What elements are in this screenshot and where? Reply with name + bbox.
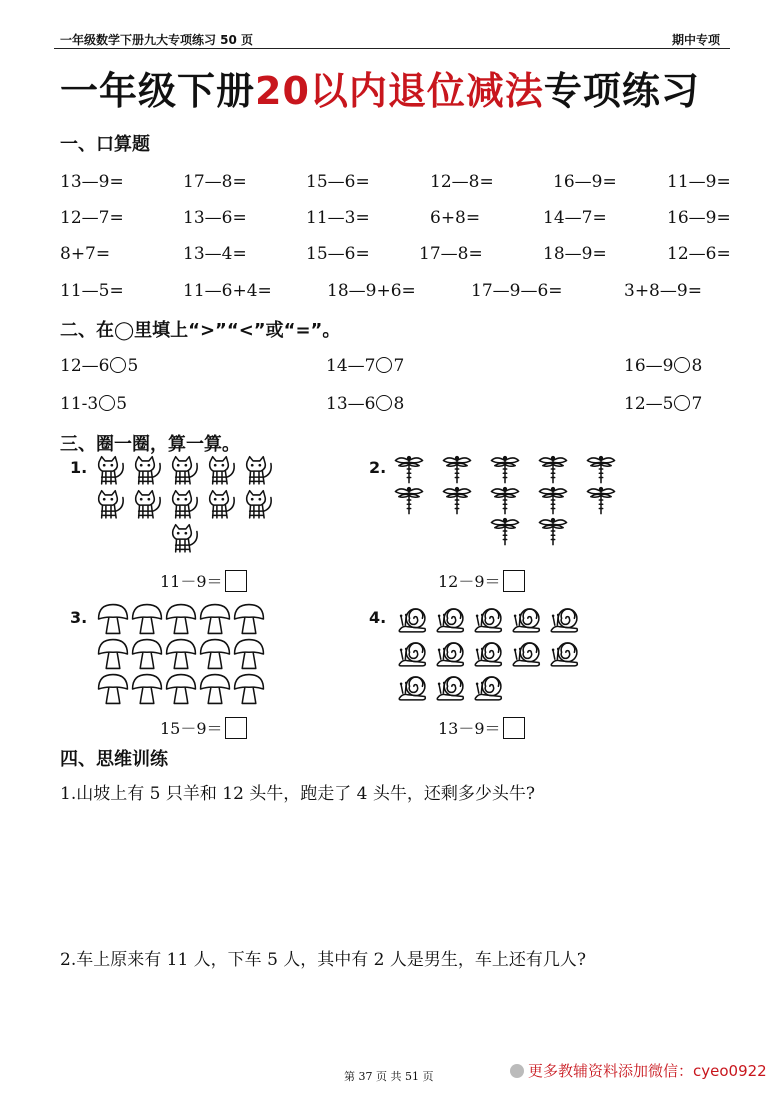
- title-suffix: 专项练习: [543, 69, 700, 113]
- oral-problem: 16—9=: [667, 208, 731, 228]
- oral-problem: 11—6+4=: [183, 281, 272, 301]
- oral-problem: 8+7=: [60, 244, 111, 264]
- cat-icon: [168, 455, 202, 489]
- comparison-left: 13—6: [326, 394, 376, 414]
- cat-icon: [168, 489, 202, 523]
- snail-icon: [510, 637, 544, 671]
- group-number: 4.: [369, 608, 387, 627]
- comparison-right: 5: [127, 356, 139, 376]
- dragonfly-icon: [392, 452, 426, 486]
- answer-circle[interactable]: [674, 357, 690, 373]
- comparison-item: [624, 394, 702, 414]
- mushroom-icon: [164, 672, 198, 706]
- dragonfly-icon: [584, 452, 618, 486]
- word-problem-2: 2.车上原来有 11 人，下车 5 人，其中有 2 人是男生，车上还有几人?: [60, 950, 587, 970]
- snail-icon: [510, 603, 544, 637]
- dragonfly-icon: [536, 452, 570, 486]
- dragonfly-icon: [440, 452, 474, 486]
- cat-icon: [131, 455, 165, 489]
- cat-icon: [131, 489, 165, 523]
- mushroom-icon: [164, 602, 198, 636]
- snail-icon: [548, 603, 582, 637]
- section4-heading: 四、思维训练: [60, 749, 168, 770]
- oral-problem: 15—6=: [306, 244, 370, 264]
- mushroom-icon: [198, 672, 232, 706]
- group-number: 3.: [70, 608, 88, 627]
- header-left: 一年级数学下册九大专项练习 50 页: [60, 33, 254, 47]
- answer-box[interactable]: [503, 717, 525, 739]
- oral-problem: 3+8—9=: [624, 281, 702, 301]
- comparison-right: 8: [691, 356, 703, 376]
- oral-problem: 16—9=: [553, 172, 617, 192]
- oral-problem: 18—9=: [543, 244, 607, 264]
- watermark-text: 更多教辅资料添加微信：cyeo0922: [528, 1062, 767, 1080]
- dragonfly-icon: [440, 483, 474, 517]
- mushroom-icon: [164, 637, 198, 671]
- group-equation: [438, 569, 525, 592]
- title-prefix: 一年级下册: [60, 69, 256, 113]
- group-number: 1.: [70, 458, 88, 477]
- page-number: 第 37 页 共 51 页: [344, 1070, 434, 1083]
- answer-circle[interactable]: [674, 395, 690, 411]
- comparison-left: 11-3: [60, 394, 99, 414]
- oral-problem: 13—6=: [183, 208, 247, 228]
- oral-problem: 13—4=: [183, 244, 247, 264]
- comparison-item: [60, 356, 138, 376]
- group-equation: [160, 569, 247, 592]
- cat-icon: [242, 489, 276, 523]
- cat-icon: [205, 489, 239, 523]
- header-divider: [54, 48, 730, 49]
- oral-problem: 12—7=: [60, 208, 124, 228]
- dragonfly-icon: [536, 514, 570, 548]
- mushroom-icon: [130, 637, 164, 671]
- watermark: [510, 1060, 767, 1081]
- oral-problem: 11—3=: [306, 208, 370, 228]
- comparison-right: 8: [393, 394, 405, 414]
- dragonfly-icon: [392, 483, 426, 517]
- mushroom-icon: [130, 672, 164, 706]
- comparison-right: 5: [116, 394, 128, 414]
- oral-problem: 18—9+6=: [327, 281, 416, 301]
- snail-icon: [548, 637, 582, 671]
- snail-icon: [434, 603, 468, 637]
- mushroom-icon: [232, 637, 266, 671]
- equation-text: 15－9＝: [160, 719, 223, 738]
- comparison-left: 12—5: [624, 394, 674, 414]
- cat-icon: [94, 455, 128, 489]
- snail-icon: [472, 603, 506, 637]
- mushroom-icon: [96, 602, 130, 636]
- wechat-icon: [510, 1064, 524, 1078]
- comparison-right: 7: [393, 356, 405, 376]
- oral-problem: 17—9—6=: [471, 281, 563, 301]
- answer-circle[interactable]: [99, 395, 115, 411]
- comparison-left: 12—6: [60, 356, 110, 376]
- title-highlight: 20以内退位减法: [255, 69, 544, 113]
- section1-heading: 一、口算题: [60, 134, 150, 155]
- mushroom-icon: [130, 602, 164, 636]
- group-number: 2.: [369, 458, 387, 477]
- header-right: 期中专项: [672, 33, 721, 47]
- oral-problem: 17—8=: [183, 172, 247, 192]
- mushroom-icon: [198, 602, 232, 636]
- answer-circle[interactable]: [376, 395, 392, 411]
- comparison-left: 14—7: [326, 356, 376, 376]
- mushroom-icon: [232, 602, 266, 636]
- oral-problem: 14—7=: [543, 208, 607, 228]
- oral-problem: 15—6=: [306, 172, 370, 192]
- oral-problem: 12—6=: [667, 244, 731, 264]
- mushroom-icon: [96, 672, 130, 706]
- group-equation: [160, 716, 247, 739]
- snail-icon: [396, 603, 430, 637]
- section2-heading: 二、在◯里填上“>”“<”或“=”。: [60, 320, 341, 341]
- comparison-right: 7: [691, 394, 703, 414]
- comparison-item: [326, 394, 404, 414]
- oral-problem: 12—8=: [430, 172, 494, 192]
- snail-icon: [396, 637, 430, 671]
- oral-problem: 17—8=: [419, 244, 483, 264]
- cat-icon: [242, 455, 276, 489]
- answer-box[interactable]: [503, 570, 525, 592]
- snail-icon: [434, 637, 468, 671]
- cat-icon: [94, 489, 128, 523]
- answer-circle[interactable]: [110, 357, 126, 373]
- mushroom-icon: [96, 637, 130, 671]
- equation-text: 13－9＝: [438, 719, 501, 738]
- dragonfly-icon: [584, 483, 618, 517]
- snail-icon: [472, 637, 506, 671]
- word-problem-1: 1.山坡上有 5 只羊和 12 头牛，跑走了 4 头牛，还剩多少头牛?: [60, 784, 536, 804]
- comparison-item: [60, 394, 127, 414]
- dragonfly-icon: [488, 514, 522, 548]
- comparison-item: [624, 356, 702, 376]
- oral-problem: 6+8=: [430, 208, 481, 228]
- answer-box[interactable]: [225, 570, 247, 592]
- oral-problem: 13—9=: [60, 172, 124, 192]
- answer-circle[interactable]: [376, 357, 392, 373]
- page-title: [60, 60, 700, 115]
- mushroom-icon: [232, 672, 266, 706]
- comparison-left: 16—9: [624, 356, 674, 376]
- cat-icon: [168, 523, 202, 557]
- dragonfly-icon: [488, 452, 522, 486]
- dragonfly-icon: [536, 483, 570, 517]
- dragonfly-icon: [488, 483, 522, 517]
- oral-problem: 11—9=: [667, 172, 731, 192]
- cat-icon: [205, 455, 239, 489]
- equation-text: 12－9＝: [438, 572, 501, 591]
- snail-icon: [472, 671, 506, 705]
- mushroom-icon: [198, 637, 232, 671]
- comparison-item: [326, 356, 404, 376]
- snail-icon: [396, 671, 430, 705]
- snail-icon: [434, 671, 468, 705]
- answer-box[interactable]: [225, 717, 247, 739]
- equation-text: 11－9＝: [160, 572, 223, 591]
- group-equation: [438, 716, 525, 739]
- section3-heading: 三、圈一圈，算一算。: [60, 434, 240, 455]
- oral-problem: 11—5=: [60, 281, 124, 301]
